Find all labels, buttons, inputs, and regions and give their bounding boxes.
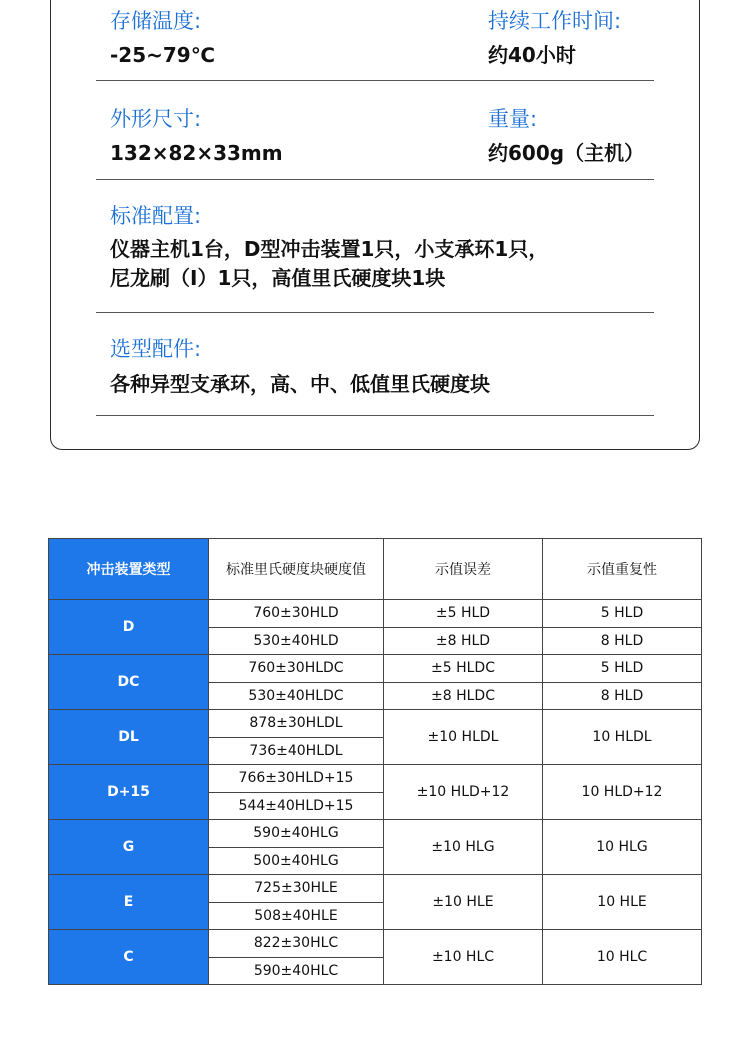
indication-error: ±10 HLG bbox=[383, 819, 542, 874]
indication-error: ±5 HLD bbox=[383, 599, 542, 627]
impact-device-type: D+15 bbox=[49, 764, 208, 819]
indication-repeatability: 8 HLD bbox=[542, 627, 701, 655]
indication-repeatability: 10 HLE bbox=[542, 874, 701, 929]
dimensions-label: 外形尺寸: bbox=[110, 107, 202, 131]
indication-repeatability: 5 HLD bbox=[542, 599, 701, 627]
indication-error: ±8 HLDC bbox=[383, 682, 542, 710]
weight-label: 重量: bbox=[488, 107, 538, 131]
hardness-block-value: 590±40HLG bbox=[208, 819, 383, 847]
indication-error: ±5 HLDC bbox=[383, 654, 542, 682]
work-time-value: 约40小时 bbox=[488, 43, 576, 67]
hardness-block-value: 508±40HLE bbox=[208, 902, 383, 930]
impact-device-type: C bbox=[49, 929, 208, 984]
optional-parts-value: 各种异型支承环，高、中、低值里氏硬度块 bbox=[110, 372, 490, 396]
dimensions-value: 132×82×33mm bbox=[110, 141, 283, 165]
standard-config-label: 标准配置: bbox=[110, 204, 202, 228]
hardness-block-value: 878±30HLDL bbox=[208, 709, 383, 737]
indication-repeatability: 10 HLD+12 bbox=[542, 764, 701, 819]
table-header-cell: 示值误差 bbox=[383, 539, 542, 599]
indication-repeatability: 10 HLDL bbox=[542, 709, 701, 764]
hardness-block-value: 760±30HLD bbox=[208, 599, 383, 627]
spec-row-2 bbox=[96, 80, 654, 180]
work-time-label: 持续工作时间: bbox=[488, 9, 622, 33]
indication-error: ±10 HLDL bbox=[383, 709, 542, 764]
hardness-block-value: 766±30HLD+15 bbox=[208, 764, 383, 792]
standard-config-row bbox=[96, 179, 654, 313]
indication-repeatability: 10 HLG bbox=[542, 819, 701, 874]
table-header-cell: 标准里氏硬度块硬度值 bbox=[208, 539, 383, 599]
impact-device-type: G bbox=[49, 819, 208, 874]
hardness-block-value: 530±40HLDC bbox=[208, 682, 383, 710]
indication-error: ±10 HLD+12 bbox=[383, 764, 542, 819]
indication-repeatability: 5 HLD bbox=[542, 654, 701, 682]
hardness-block-value: 500±40HLG bbox=[208, 847, 383, 875]
impact-device-type: DC bbox=[49, 654, 208, 709]
table-header-cell: 冲击装置类型 bbox=[49, 539, 208, 599]
indication-repeatability: 10 HLC bbox=[542, 929, 701, 984]
hardness-block-value: 530±40HLD bbox=[208, 627, 383, 655]
impact-device-type: DL bbox=[49, 709, 208, 764]
optional-parts-row bbox=[96, 312, 654, 416]
optional-parts-label: 选型配件: bbox=[110, 337, 202, 361]
indication-error: ±8 HLD bbox=[383, 627, 542, 655]
hardness-table bbox=[48, 538, 702, 985]
standard-config-line-1: 仪器主机1台，D型冲击装置1只，小支承环1只， bbox=[110, 237, 549, 261]
standard-config-line-2: 尼龙刷（I）1只，高值里氏硬度块1块 bbox=[110, 266, 446, 290]
spec-row-1 bbox=[96, 0, 654, 81]
table-header-cell: 示值重复性 bbox=[542, 539, 701, 599]
impact-device-type: D bbox=[49, 599, 208, 654]
hardness-block-value: 736±40HLDL bbox=[208, 737, 383, 765]
storage-temp-value: -25~79℃ bbox=[110, 43, 215, 67]
hardness-block-value: 760±30HLDC bbox=[208, 654, 383, 682]
hardness-block-value: 822±30HLC bbox=[208, 929, 383, 957]
hardness-block-value: 725±30HLE bbox=[208, 874, 383, 902]
storage-temp-label: 存储温度: bbox=[110, 9, 202, 33]
impact-device-type: E bbox=[49, 874, 208, 929]
indication-repeatability: 8 HLD bbox=[542, 682, 701, 710]
weight-value: 约600g（主机） bbox=[488, 141, 645, 165]
indication-error: ±10 HLE bbox=[383, 874, 542, 929]
hardness-block-value: 590±40HLC bbox=[208, 957, 383, 985]
hardness-block-value: 544±40HLD+15 bbox=[208, 792, 383, 820]
indication-error: ±10 HLC bbox=[383, 929, 542, 984]
